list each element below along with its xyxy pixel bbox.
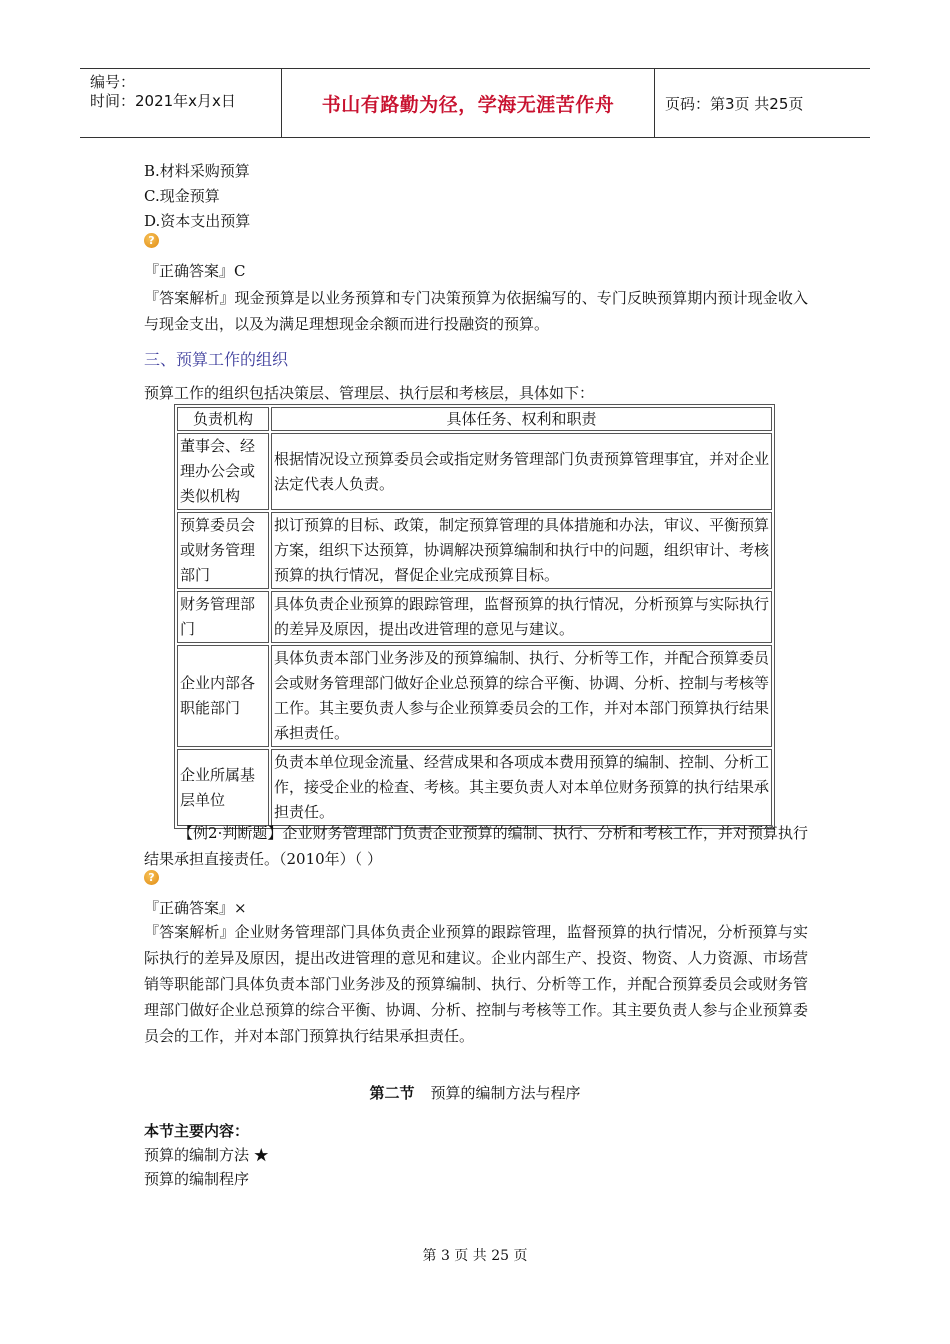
- table-cell-duty: 负责本单位现金流量、经营成果和各项成本费用预算的编制、控制、分析工作，接受企业的检查、考核。其主要负责人对本单位财务预算的执行结果承担责任。: [271, 749, 772, 826]
- time-label: 时间：2021年x月x日: [90, 92, 236, 110]
- table-row: [177, 433, 772, 510]
- option-d: D.资本支出预算: [144, 212, 251, 230]
- page-footer: 第 3 页 共 25 页: [422, 1248, 528, 1264]
- analysis-1: 『答案解析』现金预算是以业务预算和专门决策预算为依据编写的、专门反映预算期内预计现金收入与现金支出，以及为满足理想现金余额而进行投融资的预算。: [144, 289, 808, 333]
- section-intro: 预算工作的组织包括决策层、管理层、执行层和考核层，具体如下：: [144, 384, 595, 402]
- table-cell-duty: 根据情况设立预算委员会或指定财务管理部门负责预算管理事宜，并对企业法定代表人负责。: [271, 433, 772, 510]
- correct-answer-2: 『正确答案』×: [144, 899, 247, 917]
- table-cell-org: 企业内部各职能部门: [177, 645, 269, 747]
- answer-toggle-icon[interactable]: ?: [144, 870, 159, 885]
- header-motto-cell: [282, 69, 655, 137]
- number-label: 编号：: [90, 73, 136, 91]
- column-header-org: 负责机构: [177, 407, 269, 431]
- header-page-cell: [655, 69, 870, 137]
- motto: 书山有路勤为径，学海无涯苦作舟: [321, 93, 615, 116]
- answer-toggle-icon[interactable]: ?: [144, 233, 159, 248]
- section-heading: 三、预算工作的组织: [144, 350, 289, 369]
- table-row: [177, 591, 772, 643]
- table-row: [177, 645, 772, 747]
- table-cell-org: 财务管理部门: [177, 591, 269, 643]
- table-cell-duty: 具体负责企业预算的跟踪管理，监督预算的执行情况，分析预算与实际执行的差异及原因，提出改进管理的意见与建议。: [271, 591, 772, 643]
- responsibility-table: [174, 404, 775, 829]
- table-cell-duty: 具体负责本部门业务涉及的预算编制、执行、分析等工作，并配合预算委员会或财务管理部门做好企业总预算的综合平衡、协调、分析、控制与考核等工作。其主要负责人参与企业预算委员会的工作，并对本部门预算执行结果承担责任。: [271, 645, 772, 747]
- table-cell-duty: 拟订预算的目标、政策，制定预算管理的具体措施和办法，审议、平衡预算方案，组织下达预算，协调解决预算编制和执行中的问题，组织审计、考核预算的执行情况，督促企业完成预算目标。: [271, 512, 772, 589]
- section-title: [0, 1082, 950, 1103]
- header-meta-cell: [80, 69, 282, 137]
- analysis-2: 『答案解析』企业财务管理部门具体负责企业预算的跟踪管理，监督预算的执行情况，分析预算与实际执行的差异及原因，提出改进管理的意见和建议。企业内部生产、投资、物资、人力资源、市场营销等职能部门具体负责本部门业务涉及的预算编制、执行、分析等工作，并配合预算委员会或财务管理部门做好企业总预算的综合平衡、协调、分析、控制与考核等工作。其主要负责人参与企业预算委员会的工作，并对本部门预算执行结果承担责任。: [144, 923, 808, 1045]
- table-cell-org: 预算委员会或财务管理部门: [177, 512, 269, 589]
- main-content-label: 本节主要内容：: [144, 1122, 250, 1140]
- table-cell-org: 董事会、经理办公会或类似机构: [177, 433, 269, 510]
- option-b: B.材料采购预算: [144, 162, 250, 180]
- example-2-question: 【例2·判断题】企业财务管理部门负责企业预算的编制、执行、分析和考核工作，并对预算执行结果承担直接责任。（2010年）（ ）: [144, 824, 808, 868]
- section-name: 预算的编制方法与程序: [430, 1084, 581, 1102]
- option-c: C.现金预算: [144, 187, 220, 205]
- page-info: 页码：第3页 共25页: [665, 94, 804, 113]
- table-row: [177, 749, 772, 826]
- main-item-1: 预算的编制方法 ★: [144, 1146, 269, 1164]
- correct-answer-1: 『正确答案』C: [144, 262, 246, 280]
- column-header-duty: 具体任务、权利和职责: [271, 407, 772, 431]
- table-row: [177, 512, 772, 589]
- section-number: 第二节: [369, 1084, 415, 1102]
- table-cell-org: 企业所属基层单位: [177, 749, 269, 826]
- main-item-2: 预算的编制程序: [144, 1170, 250, 1188]
- page-header: [80, 68, 870, 138]
- table-header-row: [177, 407, 772, 431]
